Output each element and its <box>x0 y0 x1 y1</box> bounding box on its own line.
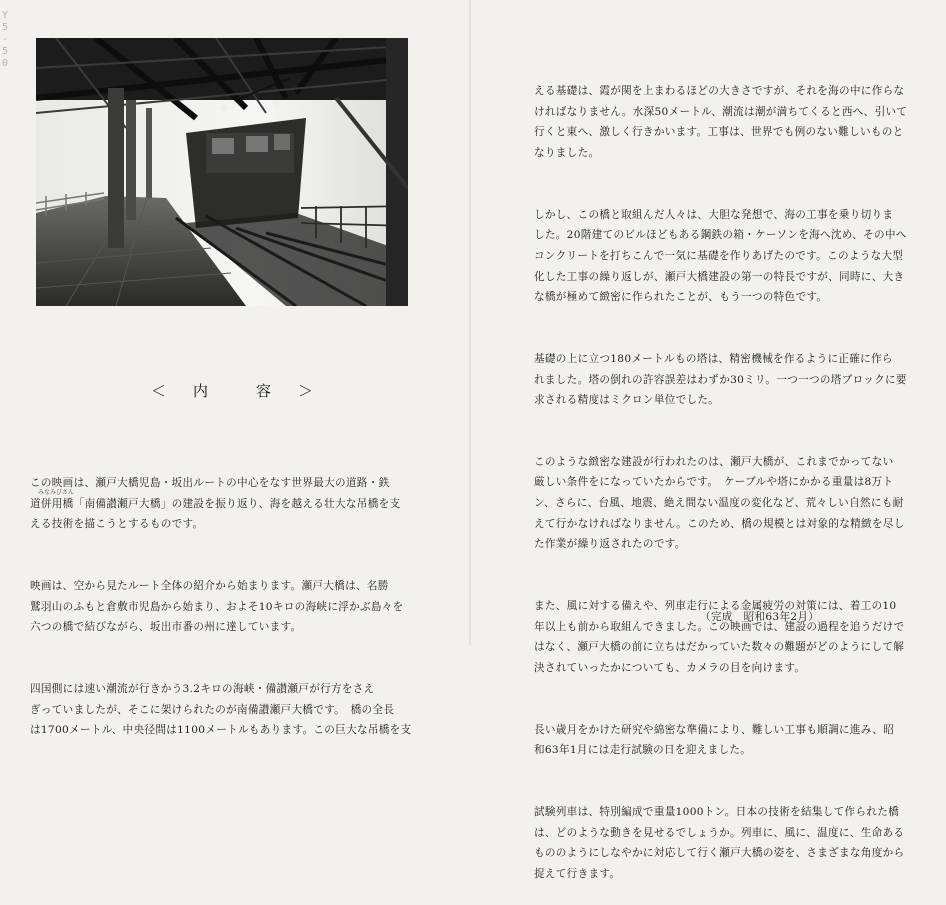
text-line: 映画は、空から見たルート全体の紹介から始まります。瀬戸大橋は、名勝 <box>30 580 389 593</box>
paragraph <box>534 81 907 163</box>
text-line: えて行かなければなりません。このため、橋の規模とは対象的な精緻を尽し <box>534 517 905 530</box>
margin-pencil-mark: Y5-50 <box>2 10 9 69</box>
right-body-text <box>534 40 907 905</box>
text-line: れました。塔の倒れの許容誤差はわずか30ミリ。一つ一つの塔ブロックに要 <box>534 373 907 386</box>
left-page <box>0 0 470 737</box>
completion-note: （完成 昭和63年2月） <box>700 611 820 623</box>
text-line: また、風に対する備えや、列車走行による金属疲労の対策には、着工の10 <box>534 600 897 613</box>
text-line: 厳しい条件をになっていたからです。 ケーブルや塔にかかる重量は8万ト <box>534 476 894 489</box>
section-heading: ＜ 内 容 ＞ <box>150 382 319 400</box>
bridge-railway-photo <box>36 38 408 306</box>
text-line: 四国側には速い潮流が行きかう3.2キロの海峡・備讃瀬戸が行方をさえ <box>30 683 375 696</box>
text-line: ぎっていましたが、そこに架けられたのが南備讃瀬戸大橋です。 橋の全長 <box>30 703 395 716</box>
paragraph <box>30 679 411 741</box>
text-line: 求される精度はミクロン単位でした。 <box>534 394 720 407</box>
paragraph <box>534 802 907 884</box>
text-line: 化した工事の繰り返しが、瀬戸大橋建設の第一の特長ですが、同時に、大き <box>534 270 905 283</box>
text-line: この映画は、瀬戸大橋児島・坂出ルートの中心をなす世界最大の道路・鉄 <box>30 477 390 490</box>
text-line: もののようにしなやかに対応して行く瀬戸大橋の姿を、さまざまな角度から <box>534 847 905 860</box>
left-body-text <box>30 432 411 782</box>
text-line: コンクリートを打ちこんで一気に基礎を作りあげたのです。このような大型 <box>534 249 904 262</box>
page-fold <box>469 0 471 646</box>
text-line: える基礎は、霞が関を上まわるほどの大きさですが、それを海の中に作らな <box>534 85 905 98</box>
text-line: 行くと東へ、激しく行きかいます。工事は、世界でも例のない難しいものと <box>534 126 904 139</box>
text-line: はなく、瀬戸大橋の前に立ちはだかっていた数々の難題がどのようにして解 <box>534 641 905 654</box>
text-line: 六つの橋で結びながら、坂出市番の州に達しています。 <box>30 621 302 634</box>
text-line: した。20階建てのビルほどもある鋼鉄の箱・ケーソンを海へ沈め、その中へ <box>534 229 907 242</box>
paragraph <box>534 205 907 308</box>
text-line: な橋が極めて緻密に作られたことが、もう一つの特色です。 <box>534 291 828 304</box>
text-line: 試験列車は、特別編成で重量1000トン。日本の技術を結集して作られた橋 <box>534 805 900 818</box>
text-line: は1700メートル、中央径間は1100メートルもあります。この巨大な吊橋を支 <box>30 724 412 737</box>
text-line: た作業が繰り返されたのです。 <box>534 538 686 551</box>
text-line: 決されていったかについても、カメラの目を向けます。 <box>534 661 806 674</box>
paragraph <box>534 720 907 761</box>
text-line: 和63年1月には走行試験の日を迎えました。 <box>534 744 752 757</box>
ruby-annotation: みなみびさん <box>38 488 75 496</box>
paragraph <box>534 349 907 411</box>
text-line: える技術を描こうとするものです。 <box>30 518 204 531</box>
text-line: ければなりません。水深50メートル、潮流は潮が満ちてくると西へ、引いて <box>534 105 908 118</box>
text-line: みなみびさん 道併用橋「南備讃瀬戸大橋」の建設を振り返り、海を越える壮大な吊橋を支 <box>30 488 401 510</box>
text-line: は、どのような動きを見せるでしょうか。列車に、風に、温度に、生命ある <box>534 826 905 839</box>
text-line: 捉えて行きます。 <box>534 867 621 880</box>
text-line: 基礎の上に立つ180メートルもの塔は、精密機械を作るように正確に作ら <box>534 352 893 365</box>
paragraph <box>30 576 411 638</box>
text-line: しかし、この橋と取組んだ人々は、大胆な発想で、海の工事を乗り切りま <box>534 208 894 221</box>
text-line: このような緻密な建設が行われたのは、瀬戸大橋が、これまでかってない <box>534 455 894 468</box>
text-line: 年以上も前から取組んできました。この映画では、建設の過程を追うだけで <box>534 620 905 633</box>
paragraph <box>534 452 907 555</box>
paragraph <box>30 473 411 535</box>
text-line: 鷲羽山のふもと倉敷市児島から始まり、およそ10キロの海峡に浮かぶ島々を <box>30 600 404 613</box>
text-line: 長い歳月をかけた研究や綿密な準備により、難しい工事も順調に進み、昭 <box>534 723 895 736</box>
text-line: なりました。 <box>534 146 600 159</box>
text-line: ン、さらに、台風、地震、絶え間ない温度の変化など、荒々しい自然にも耐 <box>534 497 904 510</box>
